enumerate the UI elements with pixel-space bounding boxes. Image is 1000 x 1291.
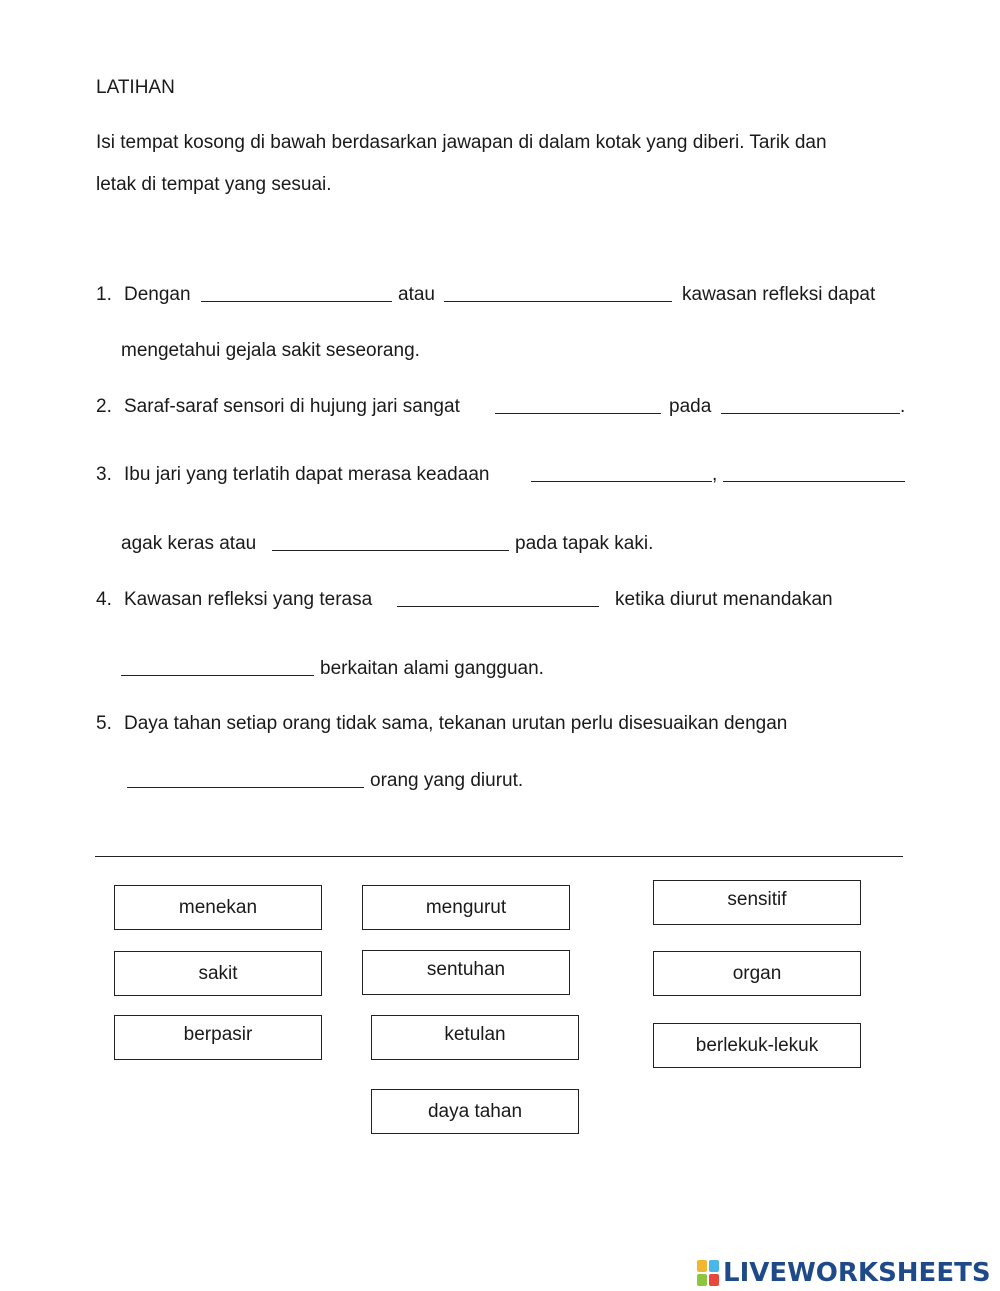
answer-box-berpasir[interactable]: berpasir: [114, 1015, 322, 1060]
question-text: agak keras atau: [121, 533, 257, 554]
answer-box-berlekuk-lekuk[interactable]: berlekuk-lekuk: [653, 1023, 861, 1068]
question-text: mengetahui gejala sakit seseorang.: [121, 340, 420, 361]
question-text: berkaitan alami gangguan.: [320, 658, 544, 679]
page-title: LATIHAN: [96, 77, 175, 98]
answer-blank-4a[interactable]: [397, 606, 599, 607]
question-text: pada tapak kaki.: [515, 533, 654, 554]
question-text: orang yang diurut.: [370, 770, 524, 791]
question-text: kawasan refleksi dapat: [682, 284, 876, 305]
question-text: .: [900, 396, 906, 417]
answer-blank-4b[interactable]: [121, 675, 314, 676]
answer-box-organ[interactable]: organ: [653, 951, 861, 996]
answer-blank-1a[interactable]: [201, 301, 392, 302]
question-text: Saraf-saraf sensori di hujung jari sangat: [124, 396, 460, 417]
liveworksheets-logo-icon: [697, 1260, 719, 1286]
answer-box-sensitif[interactable]: sensitif: [653, 880, 861, 925]
liveworksheets-logo: [697, 1258, 991, 1288]
answer-box-sentuhan[interactable]: sentuhan: [362, 950, 570, 995]
answer-box-sakit[interactable]: sakit: [114, 951, 322, 996]
answer-blank-3c[interactable]: [272, 550, 509, 551]
question-number: 4.: [96, 589, 112, 610]
question-number: 2.: [96, 396, 112, 417]
answer-blank-1b[interactable]: [444, 301, 672, 302]
question-text: ,: [712, 464, 718, 485]
section-divider: [95, 856, 903, 857]
answer-blank-3a[interactable]: [531, 481, 712, 482]
question-text: atau: [398, 284, 435, 305]
answer-blank-2a[interactable]: [495, 413, 661, 414]
question-text: pada: [669, 396, 712, 417]
instruction-line-1: Isi tempat kosong di bawah berdasarkan jawapan di dalam kotak yang diberi. Tarik dan: [96, 132, 827, 153]
answer-box-menekan[interactable]: menekan: [114, 885, 322, 930]
question-number: 1.: [96, 284, 112, 305]
question-text: Kawasan refleksi yang terasa: [124, 589, 373, 610]
answer-blank-3b[interactable]: [723, 481, 905, 482]
brand-name: LIVEWORKSHEETS: [723, 1258, 991, 1288]
answer-box-daya-tahan[interactable]: daya tahan: [371, 1089, 579, 1134]
instruction-line-2: letak di tempat yang sesuai.: [96, 174, 332, 195]
answer-box-mengurut[interactable]: mengurut: [362, 885, 570, 930]
question-text: Daya tahan setiap orang tidak sama, tekanan urutan perlu disesuaikan dengan: [124, 713, 788, 734]
question-text: ketika diurut menandakan: [615, 589, 833, 610]
question-number: 5.: [96, 713, 112, 734]
answer-blank-2b[interactable]: [721, 413, 900, 414]
question-text: Dengan: [124, 284, 191, 305]
question-text: Ibu jari yang terlatih dapat merasa keadaan: [124, 464, 490, 485]
answer-blank-5a[interactable]: [127, 787, 364, 788]
answer-box-ketulan[interactable]: ketulan: [371, 1015, 579, 1060]
question-number: 3.: [96, 464, 112, 485]
